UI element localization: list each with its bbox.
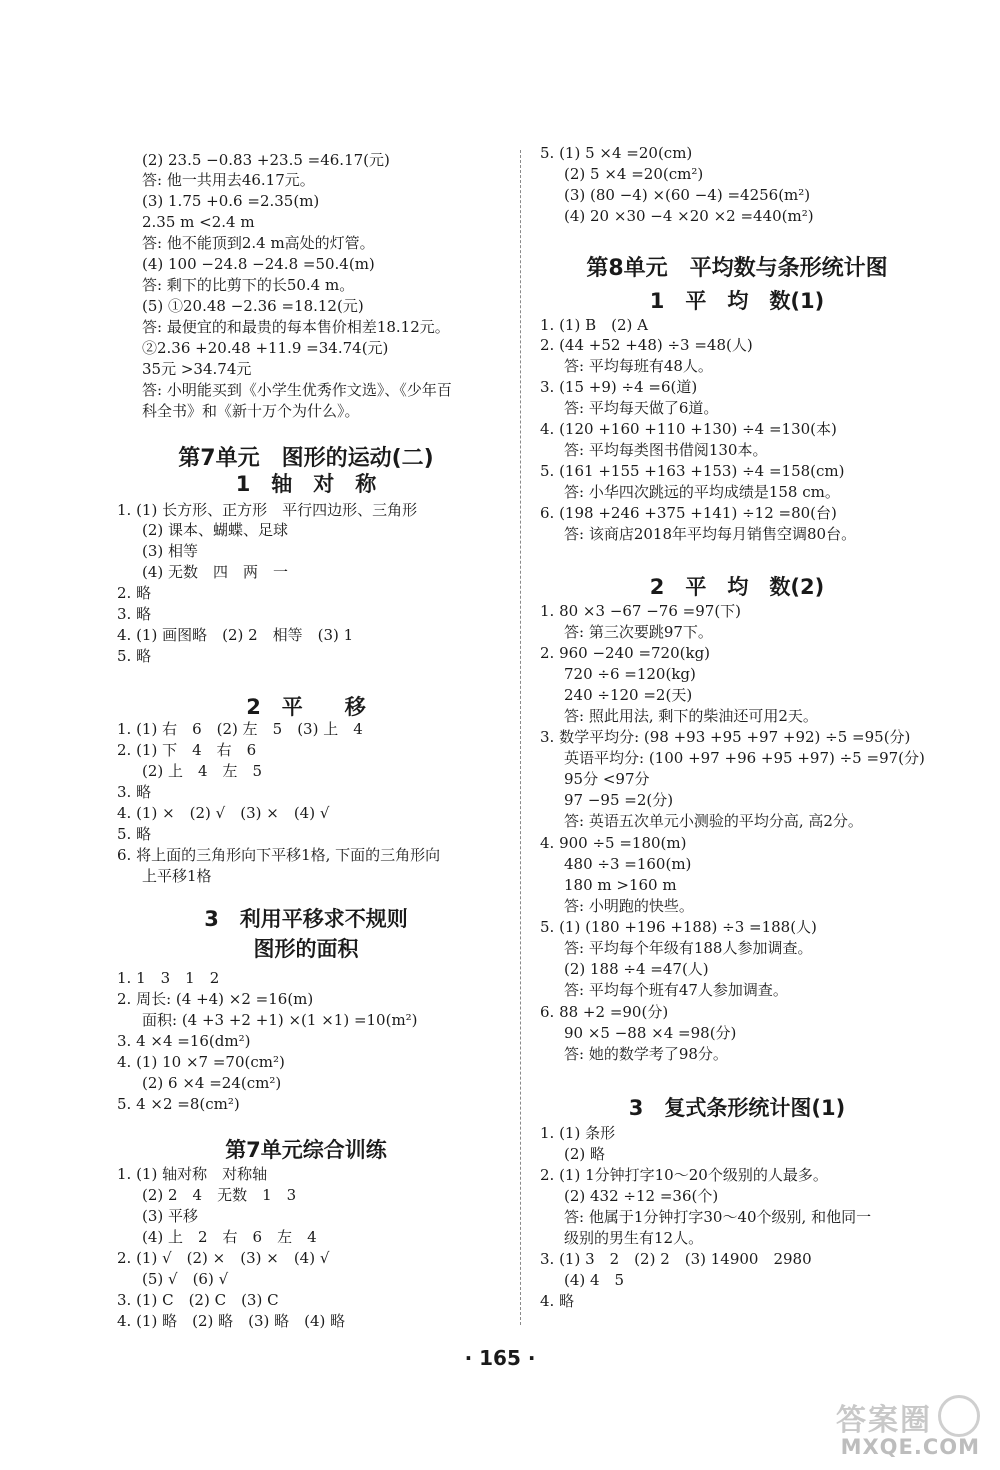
answer-line: 4. 900 ÷5 =180(m) <box>540 834 687 852</box>
answer-line: (2) 23.5 −0.83 +23.5 =46.17(元) <box>142 151 390 169</box>
section-heading: 2 平 移 <box>246 695 366 719</box>
answer-line: (4) 上 2 右 6 左 4 <box>142 1228 317 1246</box>
section-heading: 1 轴 对 称 <box>235 472 377 496</box>
answer-line: 2. (1) 1分钟打字10～20个级别的人最多。 <box>540 1166 828 1184</box>
answer-line: 答: 平均每天做了6道。 <box>564 399 719 417</box>
answer-line: 答: 英语五次单元小测验的平均分高, 高2分。 <box>564 812 863 830</box>
answer-line: 3. (1) 3 2 (2) 2 (3) 14900 2980 <box>540 1250 812 1268</box>
answer-line: 4. 略 <box>540 1292 575 1310</box>
answer-line: (5) √ (6) √ <box>142 1270 229 1288</box>
answer-line: 2. (44 +52 +48) ÷3 =48(人) <box>540 336 753 354</box>
answer-line: 240 ÷120 =2(天) <box>564 686 693 704</box>
answer-line: 90 ×5 −88 ×4 =98(分) <box>564 1024 737 1042</box>
page-number: · 165 · <box>464 1346 536 1370</box>
answer-line: (3) 相等 <box>142 542 199 560</box>
section-heading: 第8单元 平均数与条形统计图 <box>586 256 888 281</box>
section-heading: 第7单元综合训练 <box>225 1138 387 1162</box>
answer-line: 1. 80 ×3 −67 −76 =97(下) <box>540 602 742 620</box>
answer-line: (2) 上 4 左 5 <box>142 762 263 780</box>
answer-line: 上平移1格 <box>142 867 212 885</box>
answer-line: (5) ①20.48 −2.36 =18.12(元) <box>142 297 364 315</box>
answer-line: 答: 小明能买到《小学生优秀作文选》、《少年百 <box>142 381 452 399</box>
column-divider <box>520 150 521 1325</box>
answer-line: 5. 略 <box>117 647 152 665</box>
answer-line: 面积: (4 +3 +2 +1) ×(1 ×1) =10(m²) <box>142 1011 418 1029</box>
answer-line: 2. 周长: (4 +4) ×2 =16(m) <box>117 990 314 1008</box>
answer-line: 1. (1) 右 6 (2) 左 5 (3) 上 4 <box>117 720 363 738</box>
answer-line: (3) (80 −4) ×(60 −4) =4256(m²) <box>564 186 811 204</box>
watermark-title: 答案圈 <box>836 1403 932 1438</box>
answer-line: 2. 960 −240 =720(kg) <box>540 644 711 662</box>
answer-line: 2. (1) 下 4 右 6 <box>117 741 257 759</box>
answer-line: 4. (1) 10 ×7 =70(cm²) <box>117 1053 285 1071</box>
answer-line: 答: 小华四次跳远的平均成绩是158 cm。 <box>564 483 840 501</box>
watermark-url: MXQE.COM <box>840 1435 980 1459</box>
answer-line: 6. 88 +2 =90(分) <box>540 1003 669 1021</box>
answer-line: 答: 最便宜的和最贵的每本售价相差18.12元。 <box>142 318 450 336</box>
answer-line: 英语平均分: (100 +97 +96 +95 +97) ÷5 =97(分) <box>564 749 925 767</box>
answer-line: 答: 小明跑的快些。 <box>564 897 694 915</box>
answer-line: 6. 将上面的三角形向下平移1格, 下面的三角形向 <box>117 846 441 864</box>
answer-line: (2) 5 ×4 =20(cm²) <box>564 165 704 183</box>
answer-line: 级别的男生有12人。 <box>564 1229 704 1247</box>
answer-line: 1. (1) 轴对称 对称轴 <box>117 1165 268 1183</box>
answer-line: 4. (1) 略 (2) 略 (3) 略 (4) 略 <box>117 1312 346 1330</box>
site-watermark <box>800 1395 980 1465</box>
answer-line: 3. 略 <box>117 605 152 623</box>
answer-line: 6. (198 +246 +375 +141) ÷12 =80(台) <box>540 504 837 522</box>
answer-line: 4. (1) 画图略 (2) 2 相等 (3) 1 <box>117 626 354 644</box>
answer-line: 2. (1) √ (2) × (3) × (4) √ <box>117 1249 330 1267</box>
answer-line: 答: 平均每个年级有188人参加调查。 <box>564 939 813 957</box>
answer-line: (3) 平移 <box>142 1207 199 1225</box>
answer-line: (2) 2 4 无数 1 3 <box>142 1186 297 1204</box>
answer-line: 97 −95 =2(分) <box>564 791 674 809</box>
answer-line: 2. 略 <box>117 584 152 602</box>
answer-line: 答: 平均每类图书借阅130本。 <box>564 441 768 459</box>
answer-line: 答: 平均每个班有47人参加调查。 <box>564 981 788 999</box>
answer-line: 3. (1) C (2) C (3) C <box>117 1291 279 1309</box>
answer-line: 95分 <97分 <box>564 770 650 788</box>
section-heading: 图形的面积 <box>253 937 359 961</box>
section-heading: 3 复式条形统计图(1) <box>628 1096 846 1120</box>
answer-line: 720 ÷6 =120(kg) <box>564 665 696 683</box>
answer-line: 3. (15 +9) ÷4 =6(道) <box>540 378 698 396</box>
answer-line: (2) 课本、蝴蝶、足球 <box>142 521 289 539</box>
section-heading: 3 利用平移求不规则 <box>204 907 408 931</box>
section-heading: 1 平 均 数(1) <box>649 289 825 313</box>
answer-line: (2) 188 ÷4 =47(人) <box>564 960 709 978</box>
answer-line: 答: 照此用法, 剩下的柴油还可用2天。 <box>564 707 818 725</box>
answer-line: 5. (161 +155 +163 +153) ÷4 =158(cm) <box>540 462 845 480</box>
answer-line: 480 ÷3 =160(m) <box>564 855 692 873</box>
section-heading: 第7单元 图形的运动(二) <box>178 446 434 471</box>
answer-line: 答: 她的数学考了98分。 <box>564 1045 728 1063</box>
answer-line: (4) 4 5 <box>564 1271 625 1289</box>
answer-line: ②2.36 +20.48 +11.9 =34.74(元) <box>142 339 389 357</box>
section-heading: 2 平 均 数(2) <box>649 575 825 599</box>
answer-line: 答: 第三次要跳97下。 <box>564 623 713 641</box>
answer-line: 4. (120 +160 +110 +130) ÷4 =130(本) <box>540 420 837 438</box>
answer-line: (3) 1.75 +0.6 =2.35(m) <box>142 192 320 210</box>
answer-line: 答: 平均每班有48人。 <box>564 357 713 375</box>
answer-line: (2) 略 <box>564 1145 606 1163</box>
answer-line: (4) 无数 四 两 一 <box>142 563 289 581</box>
answer-line: 3. 数学平均分: (98 +93 +95 +97 +92) ÷5 =95(分) <box>540 728 911 746</box>
watermark-logo-icon <box>938 1395 980 1437</box>
answer-line: 5. 略 <box>117 825 152 843</box>
answer-line: 5. 4 ×2 =8(cm²) <box>117 1095 240 1113</box>
answer-line: 1. (1) 条形 <box>540 1124 616 1142</box>
answer-line: 1. (1) 长方形、正方形 平行四边形、三角形 <box>117 501 418 519</box>
answer-line: 180 m >160 m <box>564 876 677 894</box>
answer-line: 3. 略 <box>117 783 152 801</box>
answer-line: 3. 4 ×4 =16(dm²) <box>117 1032 251 1050</box>
answer-line: 答: 他属于1分钟打字30～40个级别, 和他同一 <box>564 1208 872 1226</box>
answer-line: 5. (1) (180 +196 +188) ÷3 =188(人) <box>540 918 817 936</box>
answer-line: 科全书》和《新十万个为什么》。 <box>142 402 360 420</box>
answer-line: 4. (1) × (2) √ (3) × (4) √ <box>117 804 330 822</box>
answer-line: 5. (1) 5 ×4 =20(cm) <box>540 144 693 162</box>
answer-line: (4) 100 −24.8 −24.8 =50.4(m) <box>142 255 375 273</box>
answer-line: 1. (1) B (2) A <box>540 316 648 334</box>
answer-line: (4) 20 ×30 −4 ×20 ×2 =440(m²) <box>564 207 814 225</box>
answer-line: 2.35 m <2.4 m <box>142 213 255 231</box>
answer-line: (2) 432 ÷12 =36(个) <box>564 1187 719 1205</box>
answer-line: 1. 1 3 1 2 <box>117 969 220 987</box>
answer-line: (2) 6 ×4 =24(cm²) <box>142 1074 282 1092</box>
answer-line: 答: 他一共用去46.17元。 <box>142 171 315 189</box>
answer-line: 35元 >34.74元 <box>142 360 252 378</box>
answer-line: 答: 他不能顶到2.4 m高处的灯管。 <box>142 234 375 252</box>
answer-line: 答: 剩下的比剪下的长50.4 m。 <box>142 276 355 294</box>
answer-line: 答: 该商店2018年平均每月销售空调80台。 <box>564 525 857 543</box>
